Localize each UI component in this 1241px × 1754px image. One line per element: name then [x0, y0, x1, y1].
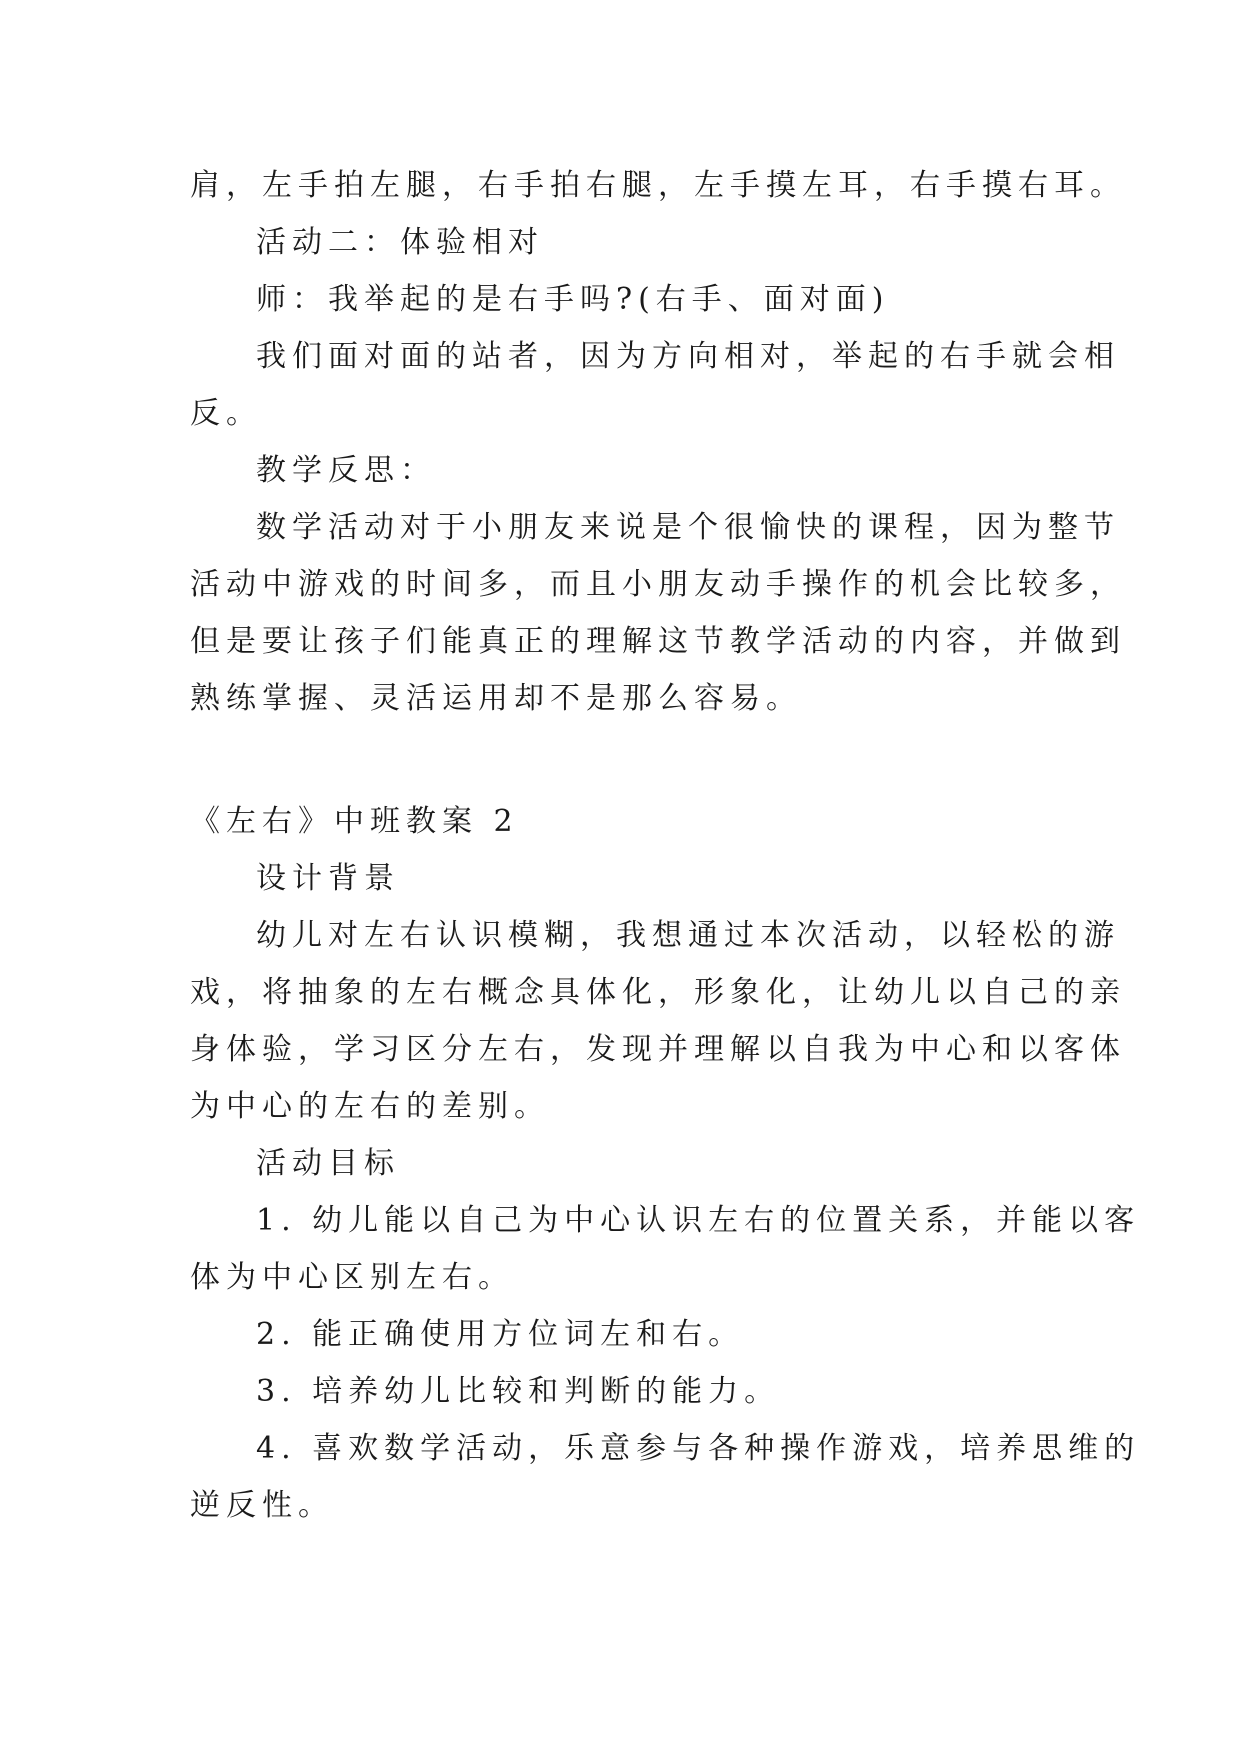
list-item: 4. 喜欢数学活动，乐意参与各种操作游戏，培养思维的 [256, 1431, 1141, 1466]
lesson-title: 《左右》中班教案 2 [190, 804, 519, 839]
text-line: 反。 [190, 396, 262, 431]
section-heading: 活动目标 [256, 1146, 400, 1181]
text-line: 我们面对面的站者，因为方向相对，举起的右手就会相 [256, 339, 1120, 374]
text-line: 逆反性。 [190, 1488, 334, 1523]
text-line: 为中心的左右的差别。 [190, 1089, 550, 1124]
text-line: 体为中心区别左右。 [190, 1260, 514, 1295]
text-line: 数学活动对于小朋友来说是个很愉快的课程，因为整节 [256, 510, 1120, 545]
text-line: 熟练掌握、灵活运用却不是那么容易。 [190, 681, 802, 716]
text-line: 肩，左手拍左腿，右手拍右腿，左手摸左耳，右手摸右耳。 [190, 168, 1126, 203]
text-line: 身体验，学习区分左右，发现并理解以自我为中心和以客体 [190, 1032, 1126, 1067]
text-line: 幼儿对左右认识模糊，我想通过本次活动，以轻松的游 [256, 918, 1120, 953]
text-line: 戏，将抽象的左右概念具体化，形象化，让幼儿以自己的亲 [190, 975, 1126, 1010]
section-heading: 设计背景 [256, 861, 400, 896]
section-heading: 活动二：体验相对 [256, 225, 544, 260]
text-line: 但是要让孩子们能真正的理解这节教学活动的内容，并做到 [190, 624, 1126, 659]
list-item: 1. 幼儿能以自己为中心认识左右的位置关系，并能以客 [256, 1203, 1141, 1238]
list-item: 2. 能正确使用方位词左和右。 [256, 1317, 745, 1352]
text-line: 活动中游戏的时间多，而且小朋友动手操作的机会比较多， [190, 567, 1126, 602]
text-line: 师：我举起的是右手吗?(右手、面对面) [256, 282, 890, 317]
list-item: 3. 培养幼儿比较和判断的能力。 [256, 1374, 781, 1409]
section-heading: 教学反思： [256, 453, 436, 488]
